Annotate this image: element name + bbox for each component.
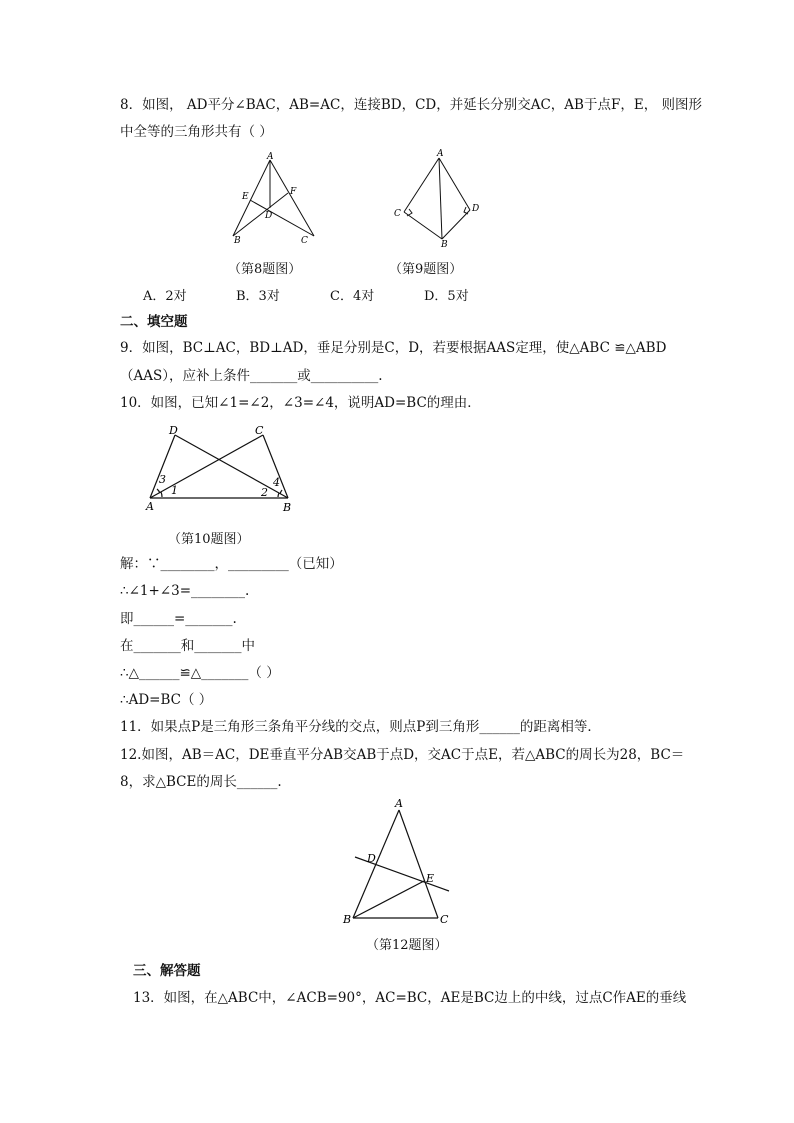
q9-line2: （AAS），应补上条件_______或__________. bbox=[120, 368, 383, 384]
fig10-angle-2: 2 bbox=[261, 486, 268, 499]
q8-text-line2: 中全等的三角形共有（ ） bbox=[120, 124, 273, 140]
fig10-label-c: C bbox=[255, 424, 264, 437]
section-2-title: 二、填空题 bbox=[120, 314, 188, 330]
fig12-label-c: C bbox=[440, 913, 449, 926]
q12-line2: 8，求△BCE的周长______. bbox=[120, 774, 282, 790]
fig9-caption: （第9题图） bbox=[389, 262, 463, 277]
figure-8 bbox=[225, 150, 325, 250]
q13-text: 13．如图，在△ABC中，∠ACB=90°，AC=BC，AE是BC边上的中线，过点C作AE的垂线 bbox=[133, 990, 687, 1006]
fig9-label-d: D bbox=[472, 204, 480, 214]
fig8-label-a: A bbox=[267, 152, 274, 162]
fig9-label-a: A bbox=[437, 149, 444, 159]
q8-option-a: A．2对 bbox=[143, 289, 187, 304]
figure-10 bbox=[140, 420, 300, 515]
fig10-label-a: A bbox=[146, 500, 154, 513]
figure-9 bbox=[390, 148, 490, 248]
q10-solution-line-6: ∴AD=BC（ ） bbox=[120, 692, 213, 708]
q8-option-c: C．4对 bbox=[330, 289, 375, 304]
q10-solution-line-3: 即______=_______. bbox=[120, 611, 237, 627]
fig12-caption: （第12题图） bbox=[366, 938, 448, 953]
q8-text-line1: 8．如图， AD平分∠BAC，AB=AC，连接BD，CD，并延长分别交AC，AB于点F，E， 则图形 bbox=[120, 97, 702, 113]
q9-line1: 9．如图，BC⊥AC，BD⊥AD，垂足分别是C，D，若要根据AAS定理，使△ABC ≌△ABD bbox=[120, 340, 667, 356]
section-3-title: 三、解答题 bbox=[133, 963, 201, 979]
q10-text: 10．如图，已知∠1=∠2，∠3=∠4，说明AD=BC的理由． bbox=[120, 395, 481, 411]
fig10-angle-1: 1 bbox=[171, 484, 178, 497]
fig10-angle-4: 4 bbox=[273, 476, 280, 489]
fig12-label-e: E bbox=[426, 872, 435, 885]
fig12-label-b: B bbox=[343, 913, 352, 926]
fig9-label-b: B bbox=[441, 240, 448, 250]
fig12-label-d: D bbox=[367, 852, 376, 865]
fig10-caption: （第10题图） bbox=[168, 532, 250, 547]
q10-solution-line-4: 在_______和_______中 bbox=[120, 638, 255, 654]
fig8-label-e: E bbox=[242, 192, 249, 202]
fig10-label-b: B bbox=[283, 501, 292, 514]
q11-text: 11．如果点P是三角形三条角平分线的交点，则点P到三角形______的距离相等． bbox=[120, 719, 601, 735]
fig8-label-b: B bbox=[234, 236, 241, 246]
q10-solution-line-2: ∴∠1+∠3=________. bbox=[120, 583, 250, 599]
fig12-label-a: A bbox=[395, 797, 403, 810]
q10-solution-line-1: 解：∵________，_________（已知） bbox=[120, 556, 343, 572]
fig8-label-d: D bbox=[265, 211, 273, 221]
fig8-caption: （第8题图） bbox=[228, 262, 302, 277]
q12-line1: 12.如图，AB＝AC，DE垂直平分AB交AB于点D，交AC于点E，若△ABC的周长为28，BC＝ bbox=[120, 747, 685, 763]
figure-12 bbox=[340, 795, 460, 930]
q10-solution-line-5: ∴△______≌△_______（ ） bbox=[120, 665, 280, 681]
q8-option-d: D．5对 bbox=[424, 289, 469, 304]
fig10-label-d: D bbox=[169, 424, 178, 437]
fig8-label-c: C bbox=[301, 236, 308, 246]
fig9-label-c: C bbox=[394, 209, 401, 219]
fig10-angle-3: 3 bbox=[159, 473, 166, 486]
fig8-label-f: F bbox=[290, 187, 297, 197]
q8-option-b: B．3对 bbox=[236, 289, 280, 304]
